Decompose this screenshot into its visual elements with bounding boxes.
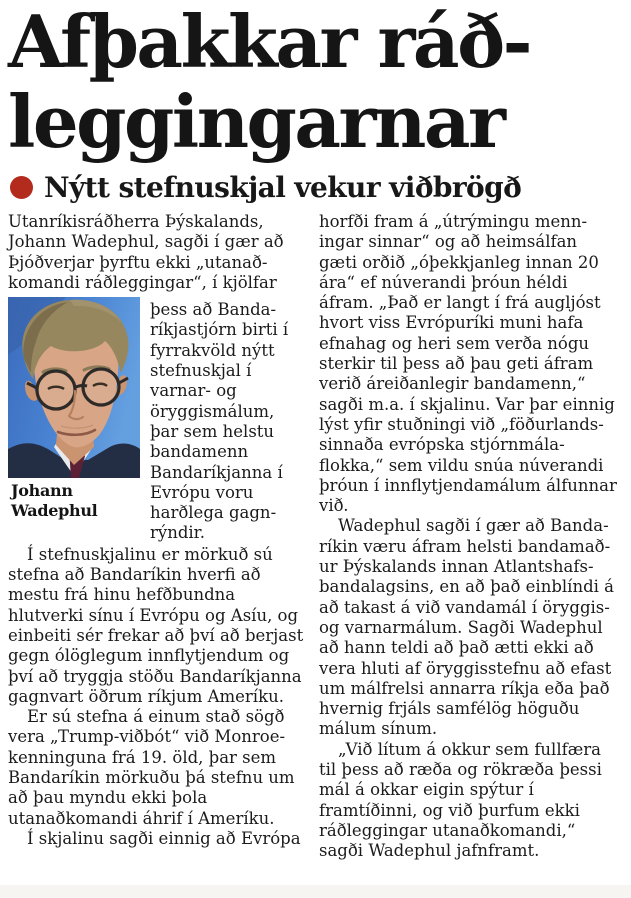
photo-caption: Johann Wadephul bbox=[11, 481, 98, 521]
lead-paragraph: Utanríkisráðherra Þýskalands, Johann Wadephul, sagði í gær að Þjóðverjar þyrftu ekki „utanaðkomandi ráðleggingar“, í kjölfar bbox=[8, 212, 284, 292]
headline-line-2: leggingarnar bbox=[8, 79, 504, 164]
paragraph-beside-photo: þess að Bandaríkjastjórn birti í fyrrakvöld nýtt stefnuskjal í varnar- og öryggismálum, þar sem helstu bandamenn Bandaríkjanna í Evrópu voru harðlega gagnrýndir. bbox=[150, 300, 289, 543]
column-right bbox=[319, 212, 618, 862]
red-bullet-icon bbox=[10, 176, 33, 199]
paragraph-3: Er sú stefna á einum stað sögð vera „Trump-viðbót“ við Monroe-kenninguna frá 19. öld, þar sem Bandaríkin mörkuðu þá stefnu um að þau myndu ekki þola utanaðkomandi áhrif í Ameríku. bbox=[8, 707, 295, 828]
paragraph-4-continued: horfði fram á „útrýmingu menningar sinnar“ og að heimsálfan gæti orðið „óþekkjanleg innan 20 ára“ ef núverandi þróun héldi áfram. „Það er langt í frá augljóst hvort viss Evrópuríki muni hafa efnahag og heri sem verða nógu sterkir til þess að þau geti áfram verið áreiðanlegir bandamenn,“ sagði m.a. í skjalinu. Var þar einnig lýst yfir stuðningi við „föðurlandssinnaða evrópska stjórnmálaflokka,“ sem vildu snúa núverandi þróun í innflytjendamálum álfunnar við. bbox=[319, 212, 617, 516]
headline-line-1: Afþakkar ráð- bbox=[8, 0, 530, 84]
subhead bbox=[10, 171, 618, 204]
headline bbox=[8, 2, 618, 162]
photo-row bbox=[8, 297, 307, 544]
paragraph-4-opening: Í skjalinu sagði einnig að Evrópa bbox=[27, 828, 301, 848]
paragraph-5: Wadephul sagði í gær að Bandaríkin væru áfram helsti bandamaður Þýskalands innan Atlantshafsbandalagsins, en að það einblíndi á að takast á við vandamál í öryggis- og varnarmálum. Sagði Wadephul að hann teldi að það ætti ekki að vera hluti af öryggisstefnu að efast um málfrelsi annarra ríkja eða það hvernig frjáls samfélög höguðu málum sínum. bbox=[319, 516, 614, 739]
johann-wadephul-photo bbox=[8, 297, 140, 478]
column-left bbox=[8, 212, 307, 862]
photo-figure bbox=[8, 297, 140, 544]
page-bottom-margin bbox=[0, 885, 631, 898]
paragraph-6: „Við lítum á okkur sem fullfæra til þess að ræða og rökræða þessi mál á okkar eigin spýtur í framtíðinni, og við þurfum ekki ráðleggingar utanaðkomandi,“ sagði Wadephul jafnframt. bbox=[319, 739, 602, 861]
article-body bbox=[8, 212, 618, 862]
subhead-text: Nýtt stefnuskjal vekur viðbrögð bbox=[44, 171, 522, 204]
paragraph-2: Í stefnuskjalinu er mörkuð sú stefna að Bandaríkin hverfi að mestu frá hinu hefðbundna hlutverki sínu í Evrópu og Asíu, og einbeiti sér frekar að því að berjast gegn ólöglegum innflytjendum og því að tryggja stöðu Bandaríkjanna gagnvart öðrum ríkjum Ameríku. bbox=[8, 544, 304, 706]
